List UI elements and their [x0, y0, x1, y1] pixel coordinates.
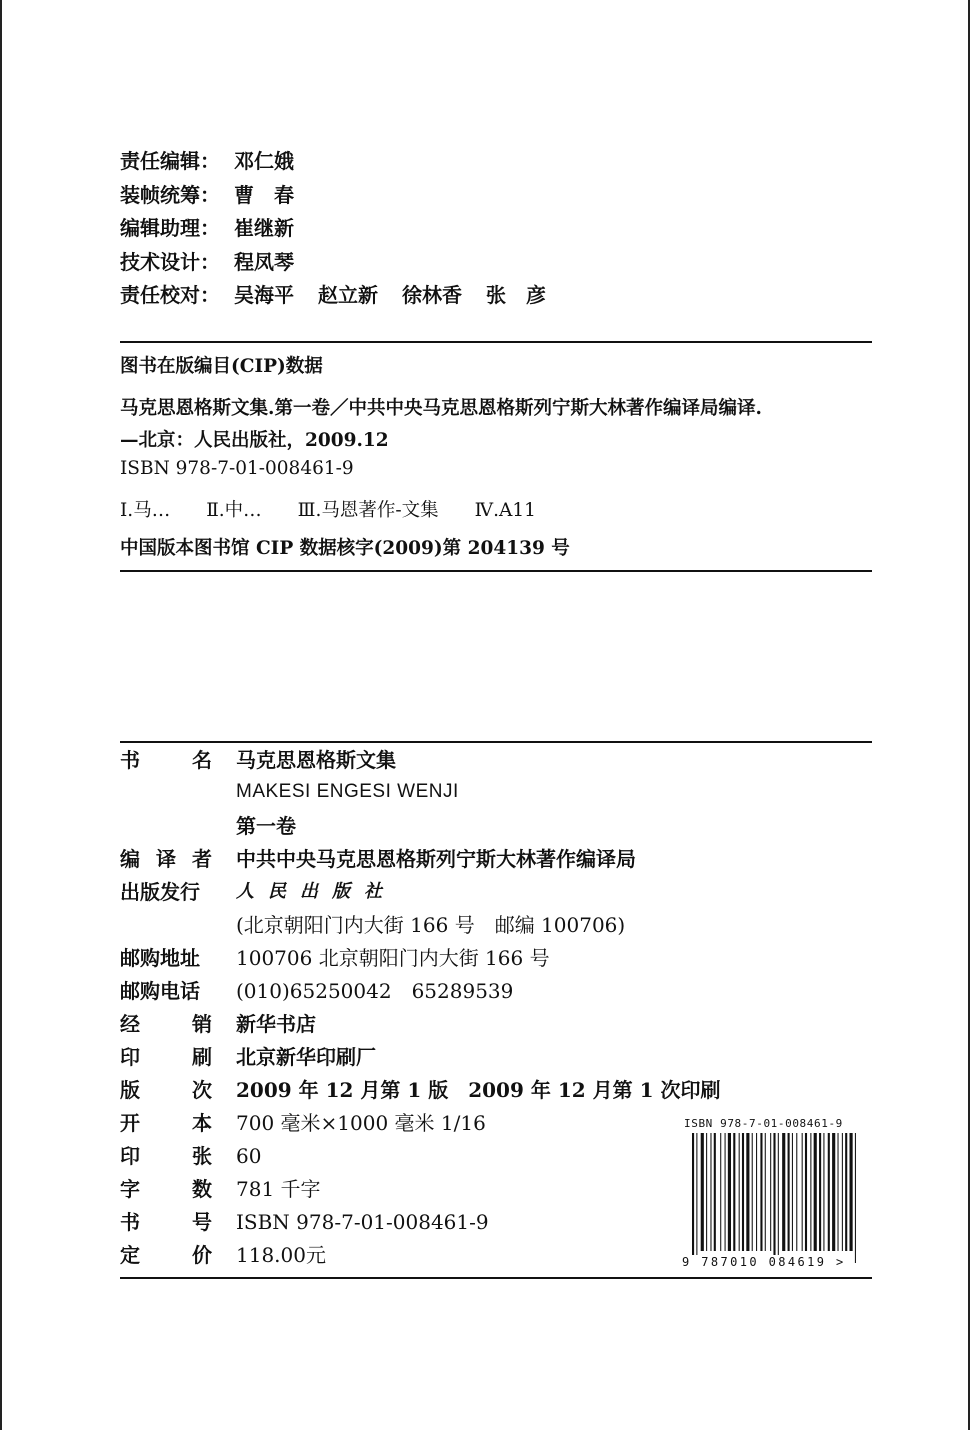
barcode-bar [805, 1133, 807, 1251]
info-label: 印 张 [120, 1144, 212, 1168]
edition: 2009 年 12 月第 1 版 2009 年 12 月第 1 次印刷 [236, 1078, 721, 1102]
credit-name: 吴海平 [234, 283, 294, 307]
barcode-bar [796, 1133, 797, 1251]
printer: 北京新华印刷厂 [236, 1045, 376, 1069]
class-item: Ⅱ.中… [206, 500, 262, 521]
barcode-bar [792, 1133, 793, 1251]
barcode-bar [760, 1133, 762, 1251]
credit-row-binding [120, 180, 570, 214]
info-label: 编 译 者 [120, 847, 212, 871]
barcode-bar [756, 1133, 757, 1251]
barcode-bar [742, 1133, 744, 1251]
credit-name: 张 彦 [486, 283, 546, 307]
editorial-credits [120, 146, 570, 314]
barcode-bar [823, 1133, 824, 1251]
book-title: 马克思恩格斯文集 [236, 748, 396, 772]
words: 781 千字 [236, 1177, 321, 1201]
info-label: 邮购电话 [120, 979, 200, 1003]
info-label: 经 销 [120, 1012, 212, 1036]
barcode-bar [710, 1133, 711, 1251]
class-item: Ⅰ.马… [120, 500, 171, 521]
credit-name: 赵立新 [318, 283, 378, 307]
barcode-bar [739, 1133, 740, 1251]
barcode-bar [714, 1133, 716, 1251]
barcode-bar [845, 1133, 847, 1251]
divider-rule [120, 741, 872, 743]
barcode-digits: 9 787010 084619 > [682, 1255, 846, 1269]
barcode-isbn-text: ISBN 978-7-01-008461-9 [684, 1117, 843, 1130]
info-label: 出版发行 [120, 880, 200, 904]
barcode-bar [752, 1133, 753, 1251]
barcode-bar [720, 1133, 721, 1251]
barcode-bar [850, 1133, 853, 1251]
publisher-address: (北京朝阳门内大街 166 号 邮编 100706) [236, 913, 626, 937]
credit-label: 编辑助理： [120, 216, 220, 240]
barcode-bar [770, 1133, 771, 1251]
divider-rule [120, 1277, 872, 1279]
barcode-bar [802, 1133, 803, 1251]
credit-label: 责任校对： [120, 283, 220, 307]
barcode-bar [725, 1133, 726, 1251]
credit-label: 装帧统筹： [120, 182, 220, 207]
barcode-bar [810, 1133, 811, 1251]
credit-row-design [120, 247, 570, 281]
credit-row-proofreading [120, 280, 570, 314]
book-title-pinyin: MAKESI ENGESI WENJI [236, 781, 459, 802]
barcode-bar [701, 1133, 704, 1251]
price: 118.00元 [236, 1243, 326, 1267]
cip-verification: 中国版本图书馆 CIP 数据核字(2009)第 204139 号 [120, 538, 570, 559]
info-label: 印 刷 [120, 1045, 212, 1069]
barcode-bar [832, 1133, 835, 1251]
barcode-bar [814, 1133, 817, 1251]
cip-record-line2: —北京：人民出版社，2009.12 [120, 430, 389, 451]
credit-name: 曹 春 [234, 182, 294, 207]
credit-row-assistant [120, 213, 570, 247]
barcode-bar [778, 1133, 779, 1263]
barcode-bar [855, 1133, 856, 1263]
translator: 中共中央马克思恩格斯列宁斯大林著作编译局 [236, 847, 636, 871]
cip-heading: 图书在版编目(CIP)数据 [120, 356, 323, 377]
credit-name: 徐林香 [402, 283, 462, 307]
cip-isbn: ISBN 978-7-01-008461-9 [120, 458, 354, 479]
info-label: 邮购地址 [120, 946, 200, 970]
credit-label: 技术设计： [120, 249, 220, 274]
divider-rule [120, 570, 872, 572]
barcode-bar [788, 1133, 790, 1251]
barcode-bar [828, 1133, 830, 1251]
barcode-bar [733, 1133, 735, 1251]
barcode-bar [782, 1133, 785, 1251]
barcode-bar [819, 1133, 821, 1251]
info-label: 版 次 [120, 1078, 212, 1102]
cip-classification [120, 496, 572, 522]
barcode-bar [842, 1133, 843, 1251]
info-label: 书 号 [120, 1210, 212, 1234]
class-item: Ⅳ.A11 [474, 500, 536, 521]
credit-row-editor [120, 146, 570, 180]
credit-name: 邓仁娥 [234, 149, 294, 173]
barcode-bar [706, 1133, 707, 1251]
mail-phone: (010)65250042 65289539 [236, 979, 514, 1003]
barcode-bar [773, 1133, 775, 1263]
barcode-bar [728, 1133, 731, 1251]
format: 700 毫米×1000 毫米 1/16 [236, 1111, 486, 1135]
book-number: ISBN 978-7-01-008461-9 [236, 1210, 489, 1234]
credit-name: 程凤琴 [234, 249, 294, 274]
cip-record-line1: 马克思恩格斯文集.第一卷／中共中央马克思恩格斯列宁斯大林著作编译局编译. [120, 398, 762, 419]
barcode-bar [692, 1133, 694, 1263]
barcode-bar [696, 1133, 697, 1263]
isbn-barcode [680, 1117, 866, 1273]
sheets: 60 [236, 1144, 262, 1168]
book-volume: 第一卷 [236, 814, 296, 838]
barcode-bars [692, 1133, 856, 1263]
info-label: 字 数 [120, 1177, 212, 1201]
info-label: 书 名 [120, 748, 212, 772]
class-item: Ⅲ.马恩著作-文集 [297, 500, 439, 521]
credit-label: 责任编辑： [120, 149, 220, 173]
barcode-bar [746, 1133, 749, 1251]
publisher-mark: 人民出版社 [236, 881, 396, 902]
distributor: 新华书店 [236, 1012, 316, 1036]
barcode-bar [765, 1133, 766, 1251]
page-edge-left [0, 0, 2, 1430]
info-label: 开 本 [120, 1111, 212, 1135]
credit-name: 崔继新 [234, 216, 294, 240]
mail-address: 100706 北京朝阳门内大街 166 号 [236, 946, 550, 970]
info-label: 定 价 [120, 1243, 212, 1267]
divider-rule [120, 341, 872, 343]
barcode-bar [838, 1133, 839, 1251]
